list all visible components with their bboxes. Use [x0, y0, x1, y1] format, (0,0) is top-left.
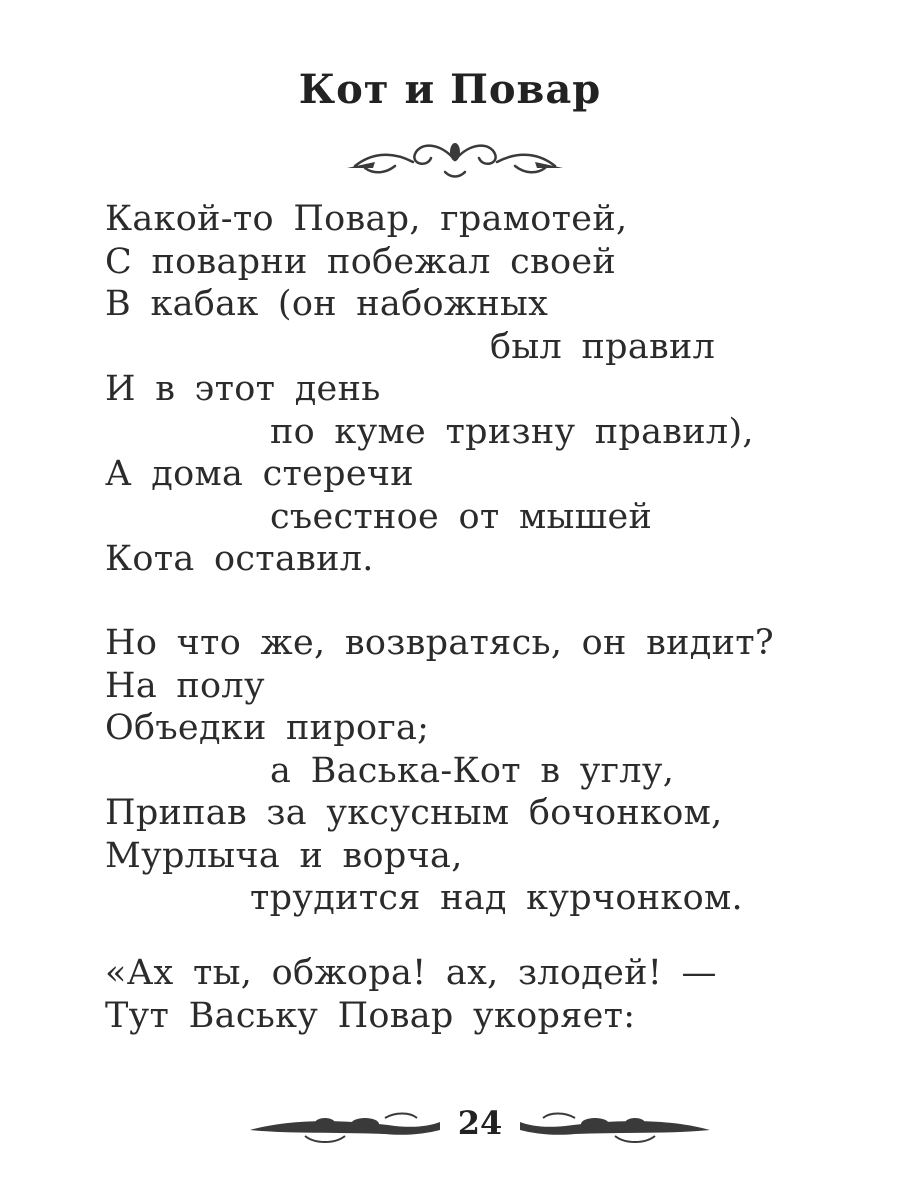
stanza-2: [105, 622, 865, 920]
poem-line: Какой-то Повар, грамотей,: [105, 199, 628, 239]
footer-ornament-right-icon: [515, 1108, 715, 1148]
title-ornament-icon: [335, 132, 575, 182]
poem-line: по куме тризну правил),: [270, 411, 754, 452]
poem-line: Объедки пирога;: [105, 708, 430, 748]
poem-line: был правил: [490, 326, 716, 367]
poem-line: Припав за уксусным бочонком,: [105, 793, 723, 833]
poem-line: Кота оставил.: [105, 539, 374, 579]
poem-line: На полу: [105, 665, 265, 706]
page-footer: [245, 1098, 715, 1158]
poem-line: съестное от мышей: [270, 496, 653, 537]
poem-line: а Васька-Кот в углу,: [270, 750, 675, 791]
poem-line: С поварни побежал своей: [105, 241, 616, 282]
poem-line: В кабак (он набожных: [105, 284, 549, 324]
poem-title: Кот и Повар: [298, 66, 602, 113]
stanza-1: [105, 198, 865, 581]
poem-line: А дома стеречи: [105, 454, 414, 494]
footer-ornament-left-icon: [245, 1108, 445, 1148]
poem-line: «Ах ты, обжора! ах, злодей! —: [105, 953, 717, 993]
poem-line: Но что же, возвратясь, он видит?: [105, 623, 774, 663]
page-number: 24: [457, 1104, 503, 1142]
stanza-3: [105, 952, 865, 1037]
poem-line: Тут Ваську Повар укоряет:: [105, 995, 636, 1036]
poem-line: И в этот день: [105, 369, 381, 409]
poem-line: трудится над курчонком.: [250, 878, 743, 918]
poem-line: Мурлыча и ворча,: [105, 835, 463, 876]
